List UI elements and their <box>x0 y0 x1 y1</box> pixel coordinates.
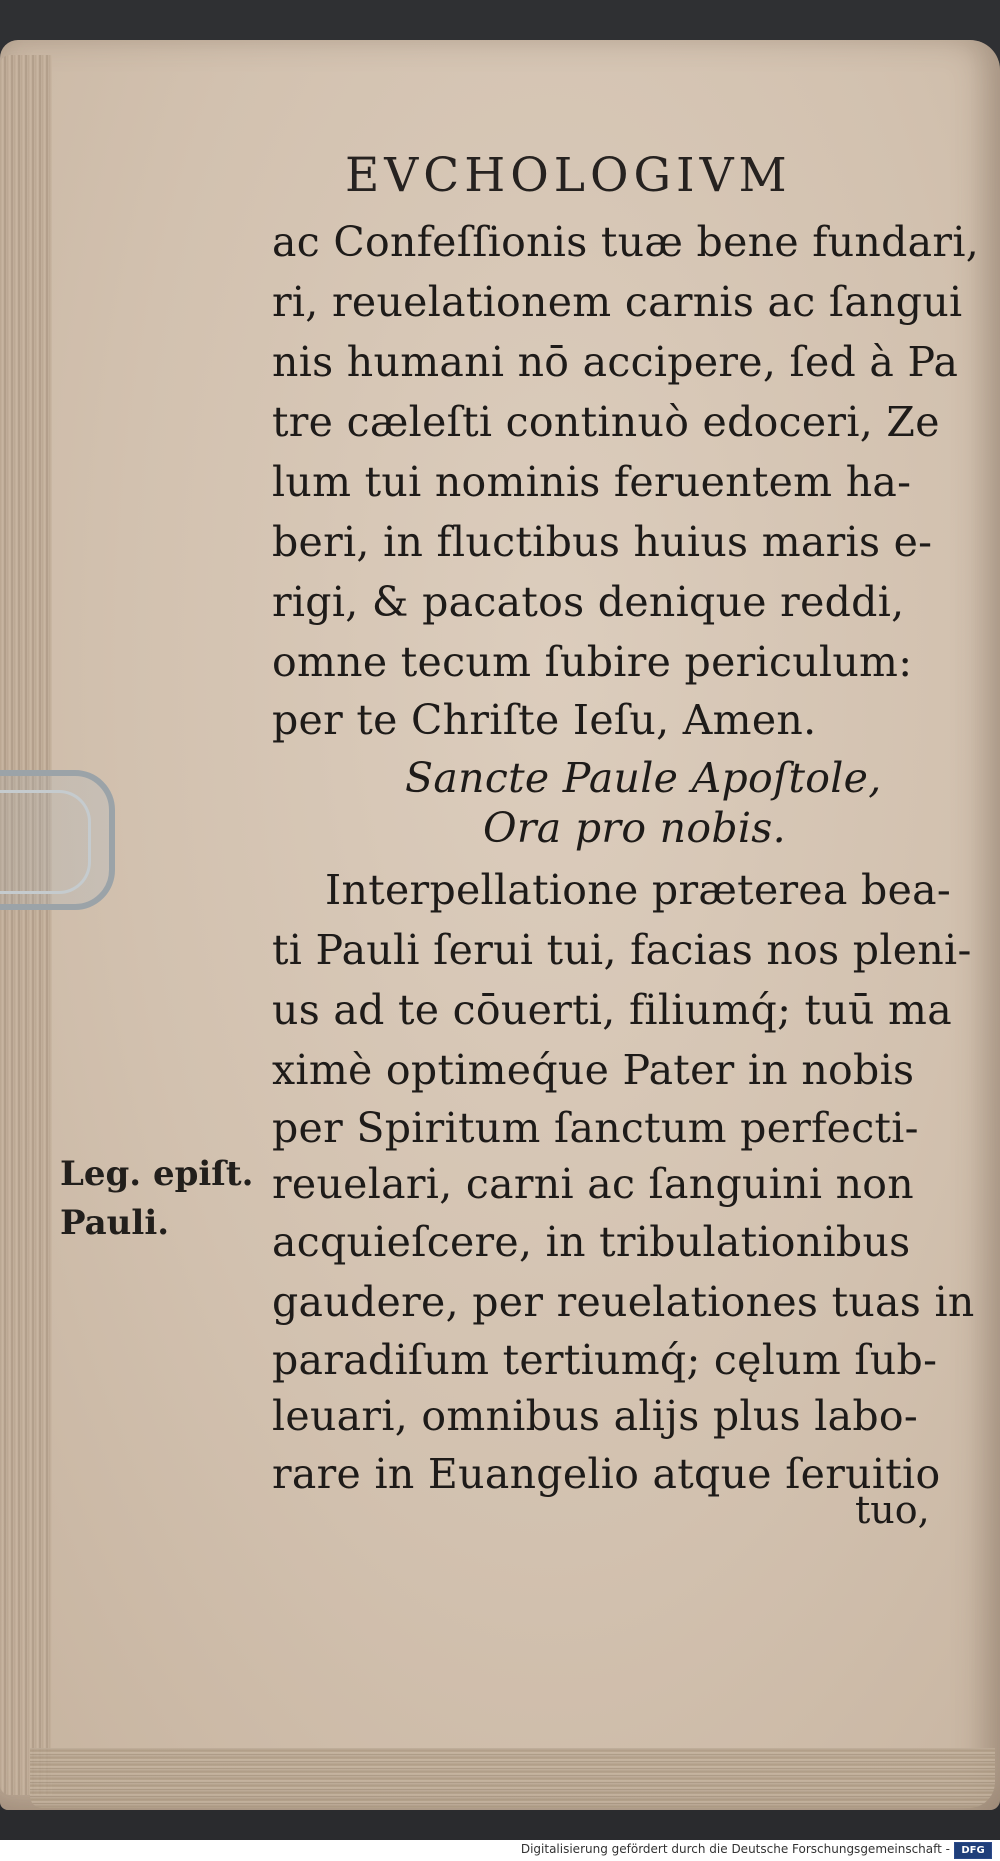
text-line: tre cæleſti continuò edoceri, Ze <box>272 398 940 446</box>
marginal-note-line: Leg. epiſt. <box>60 1154 254 1194</box>
text-line: nis humani nō accipere, ſed à Pa <box>272 338 959 386</box>
text-line: gaudere, per reuelationes tuas in <box>272 1278 975 1326</box>
page-edges <box>0 55 52 1795</box>
text-line: acquieſcere, in tribulationibus <box>272 1218 911 1266</box>
text-line: ximè optimeq́ue Pater in nobis <box>272 1046 915 1094</box>
text-line: beri, in fluctibus huius maris e- <box>272 518 933 566</box>
text-line: ti Pauli ſerui tui, facias nos pleni- <box>272 926 972 974</box>
text-line: us ad te cōuerti, filiumq́; tuū ma <box>272 986 952 1034</box>
text-line: omne tecum ſubire periculum: <box>272 638 913 686</box>
text-line: reuelari, carni ac ſanguini non <box>272 1160 914 1208</box>
marginal-note-line: Pauli. <box>60 1203 170 1244</box>
text-line: Interpellatione præterea bea- <box>325 866 952 914</box>
text-line: per te Chriſte Ieſu, Amen. <box>272 696 817 744</box>
text-line: per Spiritum ſanctum perfecti- <box>272 1104 919 1152</box>
invocation-response: Ora pro nobis. <box>483 804 786 852</box>
digitization-credit: Digitalisierung gefördert durch die Deutsche Forschungsgemeinschaft - <box>520 1842 950 1856</box>
text-line: ri, reuelationem carnis ac ſangui <box>272 278 963 326</box>
text-line: ac Confeſſionis tuæ bene fundari, <box>272 218 980 266</box>
text-line: leuari, omnibus alijs plus labo- <box>272 1392 919 1440</box>
catchword: tuo, <box>855 1488 930 1532</box>
dfg-logo: DFG <box>954 1842 992 1859</box>
book-clasp <box>0 770 115 910</box>
bottom-page-edges <box>30 1748 995 1808</box>
running-head: EVCHOLOGIVM <box>345 148 792 203</box>
invocation-line: Sancte Paule Apoſtole, <box>405 754 882 802</box>
text-line: rigi, & pacatos denique reddi, <box>272 578 905 626</box>
text-line: rare in Euangelio atque ſeruitio <box>272 1450 941 1498</box>
text-line: lum tui nominis feruentem ha- <box>272 458 912 506</box>
text-line: paradiſum tertiumq́; cęlum ſub- <box>272 1336 938 1384</box>
marginal-note <box>60 1150 253 1249</box>
